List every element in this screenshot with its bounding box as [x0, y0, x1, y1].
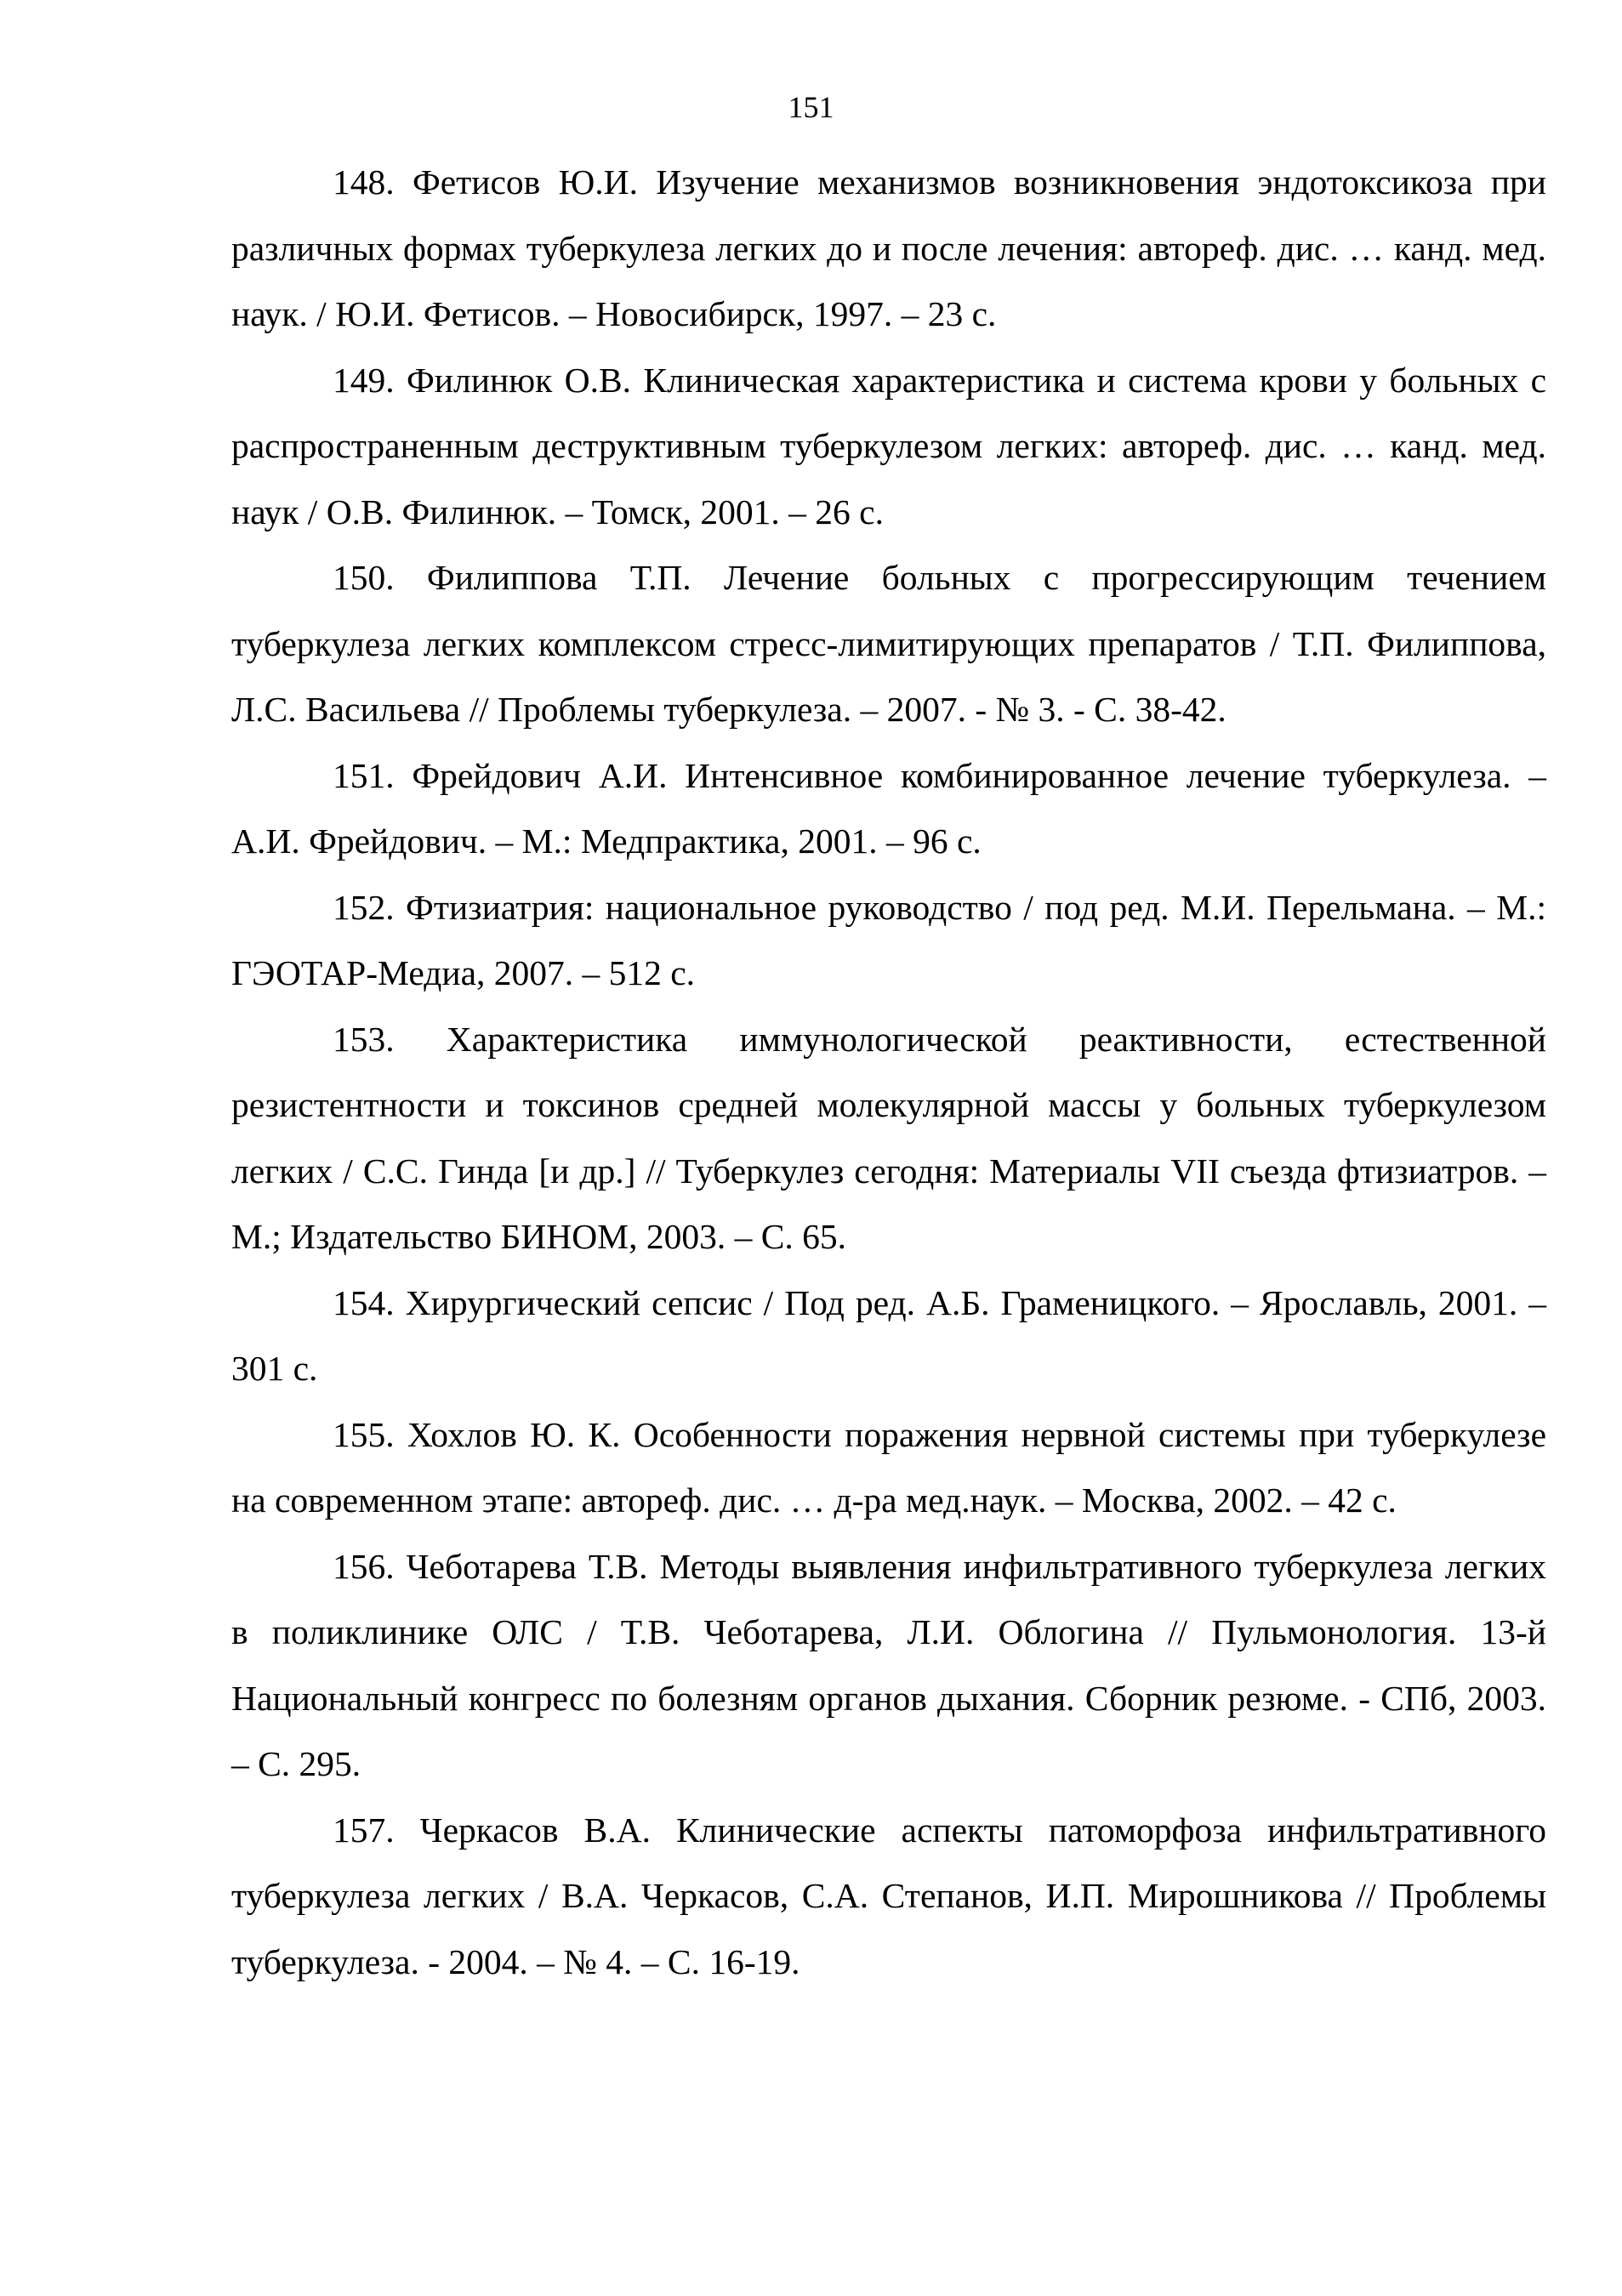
reference-text: Хохлов Ю. К. Особенности поражения нервной системы при туберкулезе на современном этапе: автореф. дис. … д-ра мед.наук. – Москва, 2002. – 42 с. [231, 1414, 1547, 1520]
reference-entry-150 [231, 545, 1546, 743]
reference-text: Черкасов В.А. Клинические аспекты патоморфоза инфильтративного туберкулеза легких / В.А. Черкасов, С.А. Степанов, И.П. Мирошникова // Проблемы туберкулеза. - 2004. – № 4. – С. 16-19. [231, 1810, 1546, 1981]
reference-entry-154 [231, 1270, 1546, 1402]
reference-entry-149 [231, 348, 1546, 546]
reference-text: Чеботарева Т.В. Методы выявления инфильтративного туберкулеза легких в поликлинике ОЛС / Т.В. Чеботарева, Л.И. Облогина // Пульмонология. 13-й Национальный конгресс по болезням органов дыхания. Сборник резюме. - СПб, 2003. – С. 295. [231, 1546, 1547, 1783]
reference-text: Хирургический сепсис / Под ред. А.Б. Граменицкого. – Ярославль, 2001. – 301 с. [231, 1282, 1547, 1388]
reference-number: 155. [333, 1414, 395, 1454]
reference-entry-152 [231, 875, 1546, 1007]
reference-entry-157 [231, 1798, 1546, 1996]
reference-entry-148 [231, 150, 1546, 348]
reference-number: 148. [333, 162, 395, 202]
reference-number: 153. [333, 1019, 395, 1059]
reference-number: 152. [333, 887, 395, 927]
reference-text: Филиппова Т.П. Лечение больных с прогрессирующим течением туберкулеза легких комплексом стресс-лимитирующих препаратов / Т.П. Филиппова, Л.С. Васильева // Проблемы туберкулеза. – 2007. - № 3. - С. 38-42. [231, 558, 1546, 729]
reference-text: Филинюк О.В. Клиническая характеристика и система крови у больных с распространенным деструктивным туберкулезом легких: автореф. дис. … канд. мед. наук / О.В. Филинюк. – Томск, 2001. – 26 с. [231, 360, 1546, 531]
reference-text: Фетисов Ю.И. Изучение механизмов возникновения эндотоксикоза при различных формах туберкулеза легких до и после лечения: автореф. дис. … канд. мед. наук. / Ю.И. Фетисов. – Новосибирск, 1997. – 23 с. [231, 162, 1546, 333]
reference-entry-151 [231, 743, 1546, 875]
reference-entry-155 [231, 1402, 1546, 1534]
reference-number: 150. [333, 558, 395, 597]
page-number: 151 [788, 90, 834, 124]
reference-entry-156 [231, 1534, 1546, 1798]
reference-number: 149. [333, 360, 395, 400]
reference-entry-153 [231, 1007, 1546, 1270]
reference-number: 154. [333, 1282, 395, 1322]
reference-number: 151. [333, 755, 395, 795]
reference-text: Характеристика иммунологической реактивности, естественной резистентности и токсинов средней молекулярной массы у больных туберкулезом легких / С.С. Гинда [и др.] // Туберкулез сегодня: Материалы VII съезда фтизиатров. – М.; Издательство БИНОМ, 2003. – С. 65. [231, 1019, 1547, 1256]
reference-text: Фтизиатрия: национальное руководство / под ред. М.И. Перельмана. – М.: ГЭОТАР-Медиа, 2007. – 512 с. [231, 887, 1547, 992]
reference-list [231, 150, 1546, 1995]
reference-number: 156. [333, 1546, 395, 1586]
reference-number: 157. [333, 1810, 395, 1850]
reference-text: Фрейдович А.И. Интенсивное комбинированное лечение туберкулеза. – А.И. Фрейдович. – М.: Медпрактика, 2001. – 96 с. [231, 755, 1546, 861]
